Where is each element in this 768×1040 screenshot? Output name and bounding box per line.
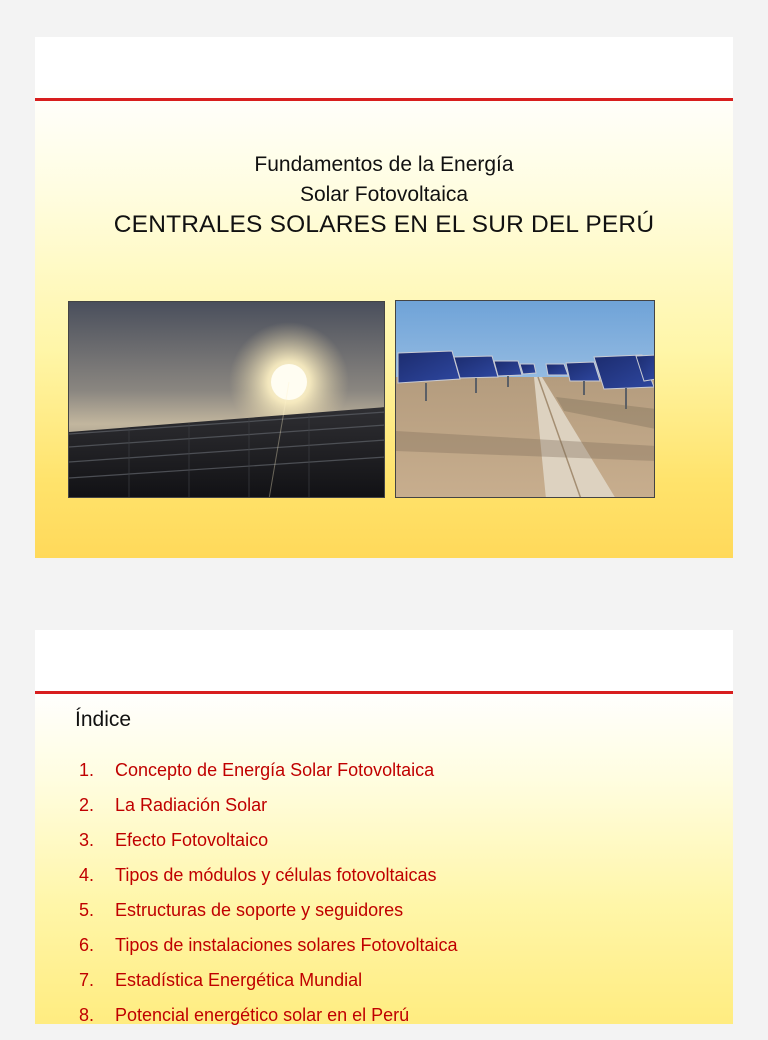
index-list bbox=[79, 760, 458, 1040]
index-heading: Índice bbox=[75, 708, 132, 731]
index-item bbox=[79, 935, 458, 970]
index-item bbox=[79, 1005, 458, 1040]
index-item-number: 2. bbox=[79, 795, 95, 815]
slide-subtitle-line2: Solar Fotovoltaica bbox=[299, 183, 469, 206]
index-item-number: 3. bbox=[79, 830, 95, 850]
index-item bbox=[79, 760, 458, 795]
index-item-label: La Radiación Solar bbox=[115, 795, 268, 815]
index-item-number: 4. bbox=[79, 865, 95, 885]
index-item-label: Estructuras de soporte y seguidores bbox=[115, 900, 404, 920]
index-item bbox=[79, 970, 458, 1005]
slide-2 bbox=[35, 630, 733, 1024]
index-item-label: Tipos de módulos y células fotovoltaicas bbox=[115, 865, 437, 885]
header-divider bbox=[35, 98, 733, 101]
slide-title: CENTRALES SOLARES EN EL SUR DEL PERÚ bbox=[113, 211, 655, 238]
index-item-number: 1. bbox=[79, 760, 95, 780]
index-item-label: Estadística Energética Mundial bbox=[115, 970, 363, 990]
solar-plant-sunset-photo bbox=[68, 301, 385, 498]
index-item bbox=[79, 830, 458, 865]
index-item bbox=[79, 795, 458, 830]
slide-subtitle-line1: Fundamentos de la Energía bbox=[254, 153, 514, 176]
header-divider bbox=[35, 691, 733, 694]
index-item bbox=[79, 900, 458, 935]
slide-1 bbox=[35, 37, 733, 558]
index-item-number: 7. bbox=[79, 970, 95, 990]
index-item-label: Tipos de instalaciones solares Fotovoltaica bbox=[115, 935, 458, 955]
index-item-number: 5. bbox=[79, 900, 95, 920]
solar-panels-field-photo bbox=[395, 300, 655, 498]
index-item-number: 8. bbox=[79, 1005, 95, 1025]
index-item bbox=[79, 865, 458, 900]
index-item-label: Potencial energético solar en el Perú bbox=[115, 1005, 410, 1025]
index-item-number: 6. bbox=[79, 935, 95, 955]
index-item-label: Efecto Fotovoltaico bbox=[115, 830, 269, 850]
index-item-label: Concepto de Energía Solar Fotovoltaica bbox=[115, 760, 435, 780]
